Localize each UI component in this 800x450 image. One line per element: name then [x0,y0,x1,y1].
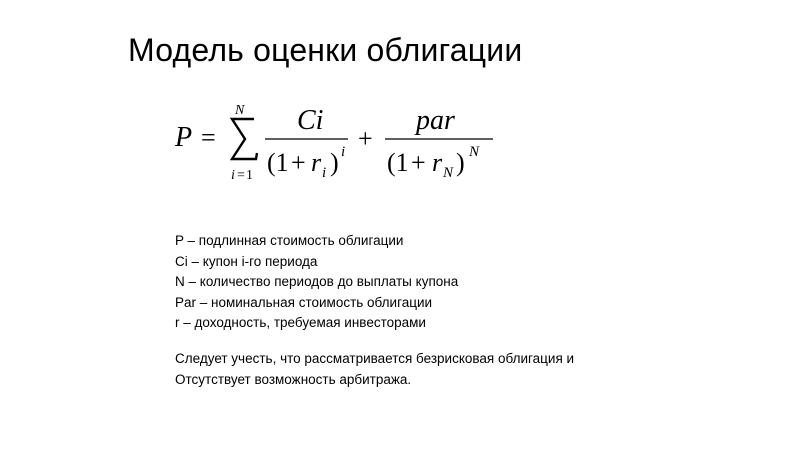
formula-price-symbol: P [175,122,193,153]
summation-lower-value: 1 [246,168,253,183]
summation-lower-index: i [231,168,235,183]
definition-coupon: Ci – купон i-го периода [175,253,318,269]
term2-denominator-exponent: N [469,144,480,160]
bond-valuation-formula [170,95,510,190]
term2-numerator: par [416,105,455,136]
term1-denominator-exponent: i [341,144,346,160]
assumption-risk-free: Следует учесть, что рассматривается безрисковая облигация и [175,351,575,366]
term1-denominator-close: ) [330,148,339,177]
term1-numerator: Ci [297,105,324,136]
summation-sigma-icon [232,119,257,159]
assumption-no-arbitrage: Отсутствует возможность арбитража. [175,371,412,387]
assumptions-note [175,349,574,390]
term2-denominator-plus: + [411,148,426,177]
formula-equals-sign: = [201,123,216,152]
term2-denominator-rate: r [432,148,443,177]
term1-denominator-plus: + [291,148,306,177]
term1-denominator-rate-subscript: i [322,165,327,181]
variable-definitions [175,231,458,334]
formula-plus-sign: + [358,124,373,153]
definition-periods: N – количество периодов до выплаты купона [175,274,459,289]
term2-denominator-open: (1 [387,148,409,177]
definition-par: Par – номинальная стоимость облигации [175,294,433,310]
definition-price: P – подлинная стоимость облигации [175,233,404,248]
term1-denominator-open: (1 [267,148,289,177]
term2-denominator-close: ) [456,148,465,177]
slide-title: Модель оценки облигации [128,32,523,68]
term2-denominator-rate-subscript: N [443,165,454,181]
term1-denominator-rate: r [311,148,322,177]
summation-upper-limit: N [235,103,245,118]
definition-yield: r – доходность, требуемая инвесторами [175,315,426,330]
summation-lower-equals: = [237,168,245,183]
